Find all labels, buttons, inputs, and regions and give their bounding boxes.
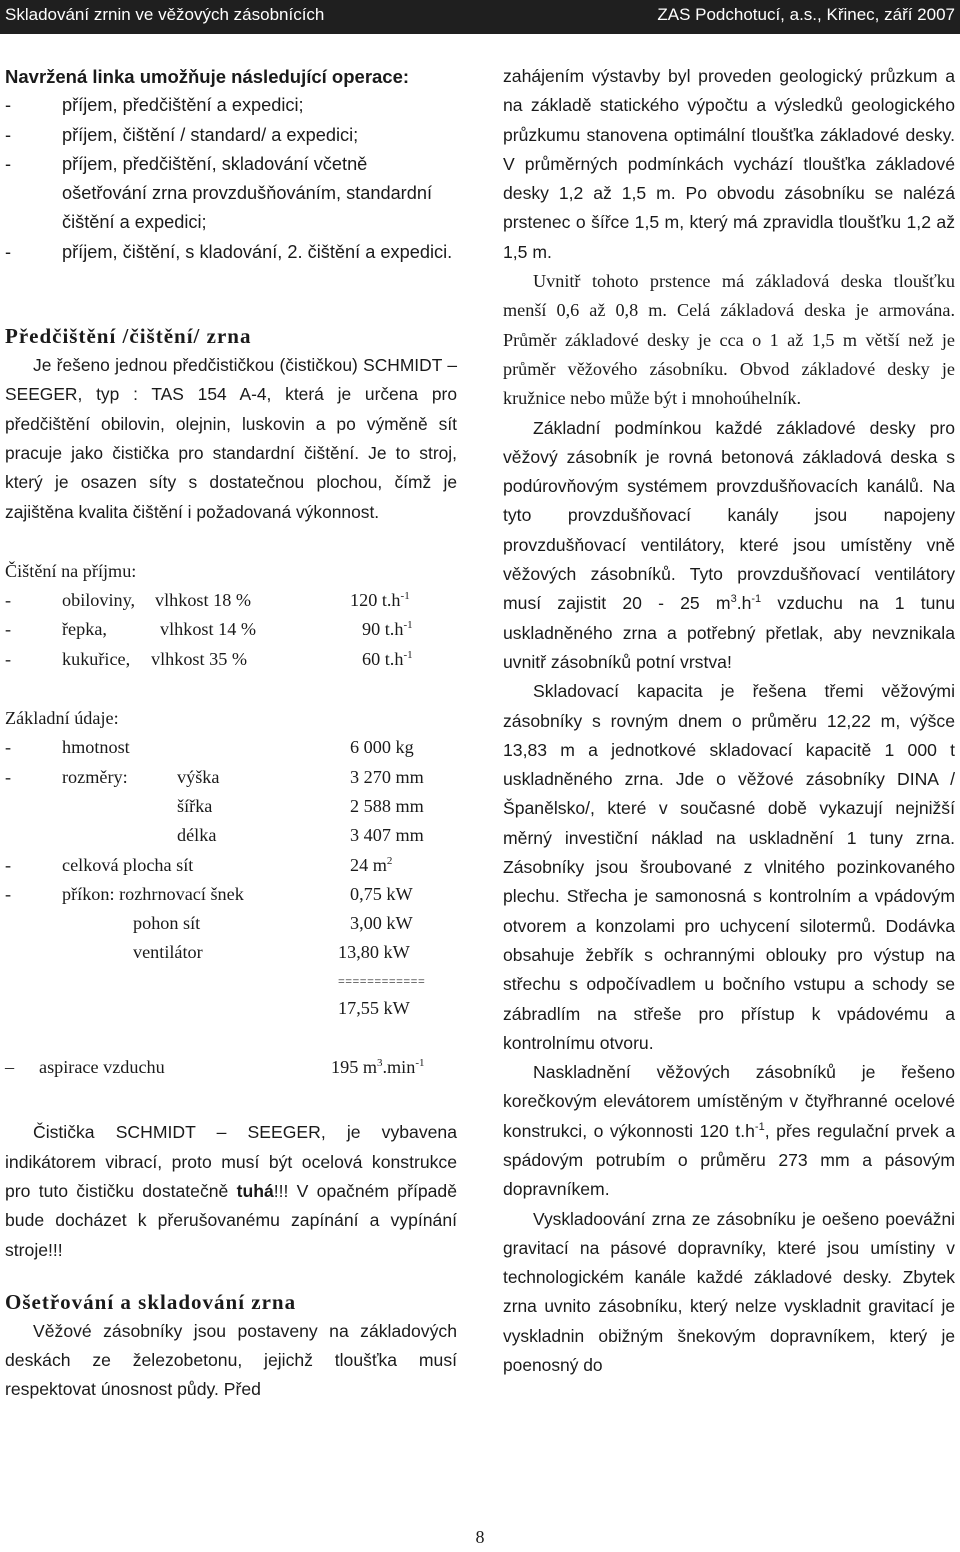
cleaning-paragraph: Je řešeno jednou předčističkou (čističkou) SCHMIDT – SEEGER, typ : TAS 154 A-4, která je určena pro předčištění obilovin, olejnin, luskovin a po výměně sít pracuje jako čistička pro standardní čištění. Je to stroj, který je osazen síty s dostatečnou plochou, čímž je zajištěna kvalita čištění i požadovaná výkonnost.: [5, 355, 457, 522]
sum-separator: [5, 968, 457, 994]
dash: -: [5, 766, 12, 787]
spec-sublabel: délka: [177, 825, 217, 846]
spec-sublabel: ventilátor: [133, 942, 203, 963]
paragraph: Skladovací kapacita je řešena třemi věžovými zásobníky s rovným dnem o průměru 12,22 m, výšce 13,83 m a jednotkové skladovací kapacitě 1 000 t uskladněného zrna. Jde o věžové zásobníky DINA /Španělsko/, které v současné době vykazují nejnižší měrný investiční náklad na uskladnění 1 tuny zrna. Zásobníky jsou šroubované z vlnitého pozinkovaného plechu. Střecha je samonosná s kontrolním a vpádovým otvorem a konzolami pro uchycení silotermů. Dodávka obsahuje žebřík s ochrannými oblouky pro výstup na střechu s odpočívadlem u bočního vstupu a schody se zábradlím na střeše pro přístup k vpádovému a kontrolnímu otvoru.: [503, 681, 955, 1053]
dash: -: [5, 619, 12, 640]
intake-cleaning-heading: Čištění na příjmu:: [5, 560, 137, 581]
intake-row: [5, 615, 457, 644]
separator-line: ============: [338, 973, 426, 988]
warning-paragraph: Čistička SCHMIDT – SEEGER, je vybavena indikátorem vibrací, proto musí být ocelová konstrukce pro tuto čističku dostatečně tuhá!!! V opačném případě bude docházet k přerušovanému zapínání a vypínání stroje!!!: [5, 1122, 457, 1260]
paragraph: Základní podmínkou každé základové desky pro věžový zásobník je rovná betonová základová deska s podúrovňovým systémem provzdušňovacích kanálů. Na tyto provzdušňovací kanály jsou napojeny provzdušňovací ventilátory, které jsou umístěny vně věžových zásobníků. Tyto provzdušňovací ventilátory musí zajistit 20 - 25 $m^3.h^{-1}$ vzduchu na 1 tunu uskladněného zrna a potřebný přetlak, aby nevznikala uvnitř zásobníků potní vrstva!: [503, 417, 955, 672]
operations-list: [5, 91, 457, 267]
spec-row: [5, 994, 457, 1023]
spec-row: [5, 763, 457, 792]
dash: -: [5, 590, 12, 611]
throughput: 60 $t.h^{-1}$: [362, 648, 413, 669]
page-number: 8: [475, 1527, 485, 1547]
paragraph: zahájením výstavby byl proveden geologický průzkum a na základě statického výpočtu a výsledků geologického průzkumu stanovena optimální tloušťka základové desky. V průměrných podmínkách vychází tloušťka základové desky 1,2 až 1,5 m. Po obvodu zásobníku se nalézá prstenec o šířce 1,5 m, který má zpravidla tloušťku 1,2 až 1,5 m.: [503, 66, 955, 262]
crop-name: řepka,: [62, 619, 107, 640]
spec-value: 3 407 mm: [350, 825, 424, 846]
spec-row: [5, 909, 457, 938]
moisture: vlhkost 18 %: [155, 590, 251, 611]
left-column: [5, 62, 457, 1405]
page-header: [0, 0, 960, 34]
storage-paragraph: Věžové zásobníky jsou postaveny na základových deskách ze železobetonu, jejichž tloušťka musí respektovat únosnost půdy. Před: [5, 1320, 457, 1400]
spec-sublabel: výška: [177, 766, 220, 787]
throughput: 90 $t.h^{-1}$: [362, 619, 413, 640]
spec-value: 13,80 kW: [338, 942, 410, 963]
list-item: - příjem, předčištění, skladování včetně ošetřování zrna provzdušňováním, standardní čištění a expedici;: [5, 150, 457, 238]
paragraph: Naskladnění věžových zásobníků je řešeno korečkovým elevátorem umístěným v čtyřhranné ocelové konstrukci, o výkonnosti 120 $t.h^{-1}$, přes regulační prvek a spádovým potrubím o průměru 273 mm a pásovým dopravníkem.: [503, 1062, 955, 1200]
spec-row: [5, 851, 457, 880]
header-title: Skladování zrnin ve věžových zásobnících: [5, 5, 325, 24]
spec-value: 3 270 mm: [350, 766, 424, 787]
spec-label: příkon: rozhrnovací šnek: [62, 883, 244, 904]
spec-value: 24 $m^2$: [350, 854, 393, 875]
paragraph: Vyskladoování zrna ze zásobníku je oešeno poevážni gravitací na pásové dopravníky, které jsou umístiny v technologickém kanále každé základové desky. Zbytek zrna uvnito zásobníku, který nelze vyskladnit gravitací je vyskladnin obižným šnekovým dopravníkem, který je poenosný do: [503, 1208, 955, 1376]
spec-row: [5, 792, 457, 821]
dash: –: [5, 1057, 15, 1078]
header-company: ZAS Podchotucí, a.s., Křinec, září 2007: [657, 5, 955, 24]
list-item: - příjem, předčištění a expedici;: [5, 91, 457, 120]
list-item: - příjem, čištění, s kladování, 2. čištění a expedici.: [5, 238, 457, 267]
spec-row: [5, 1053, 457, 1082]
paragraph: Uvnitř tohoto prstence má základová deska tloušťku menší 0,6 až 0,8 m. Celá základová deska je armována. Průměr základové desky je cca o 1 až 1,5 m větší než je průměr věžového zásobníku. Obvod základové desky je kružnice nebo může být i mnohoúhelník.: [503, 271, 955, 409]
dash: -: [5, 854, 12, 875]
intake-row: [5, 645, 457, 674]
section-heading-storage: Ošetřování a skladování zrna: [5, 1289, 297, 1314]
spec-sublabel: pohon sít: [133, 913, 201, 934]
right-column: [503, 62, 955, 1380]
section-heading-cleaning: Předčištění /čištění/ zrna: [5, 324, 252, 349]
spec-sublabel: šířka: [177, 795, 213, 816]
throughput: 120 $t.h^{-1}$: [350, 590, 410, 611]
basic-data-heading: Základní údaje:: [5, 708, 119, 729]
spec-value: 2 588 mm: [350, 795, 424, 816]
spec-value: 195 $m^3.\min^{-1}$: [331, 1056, 425, 1078]
crop-name: kukuřice,: [62, 648, 131, 669]
moisture: vlhkost 35 %: [151, 648, 247, 669]
spec-label: rozměry:: [62, 766, 128, 787]
spec-row: [5, 938, 457, 967]
spec-value: 6 000 kg: [350, 737, 414, 758]
spec-row: [5, 733, 457, 762]
spec-label: aspirace vzduchu: [39, 1057, 165, 1078]
dash: -: [5, 883, 12, 904]
dash: -: [5, 737, 12, 758]
operations-heading: Navržená linka umožňuje následující operace:: [5, 66, 410, 87]
moisture: vlhkost 14 %: [160, 619, 256, 640]
intake-row: [5, 586, 457, 615]
crop-name: obiloviny,: [62, 590, 136, 611]
spec-label: celková plocha sít: [62, 854, 194, 875]
spec-value: 0,75 kW: [350, 883, 413, 904]
spec-row: [5, 821, 457, 850]
dash: -: [5, 648, 12, 669]
spec-value: 3,00 kW: [350, 913, 413, 934]
list-item: - příjem, čištění / standard/ a expedici;: [5, 121, 457, 150]
spec-label: hmotnost: [62, 737, 130, 758]
spec-row: [5, 880, 457, 909]
total-power: 17,55 kW: [338, 997, 410, 1018]
